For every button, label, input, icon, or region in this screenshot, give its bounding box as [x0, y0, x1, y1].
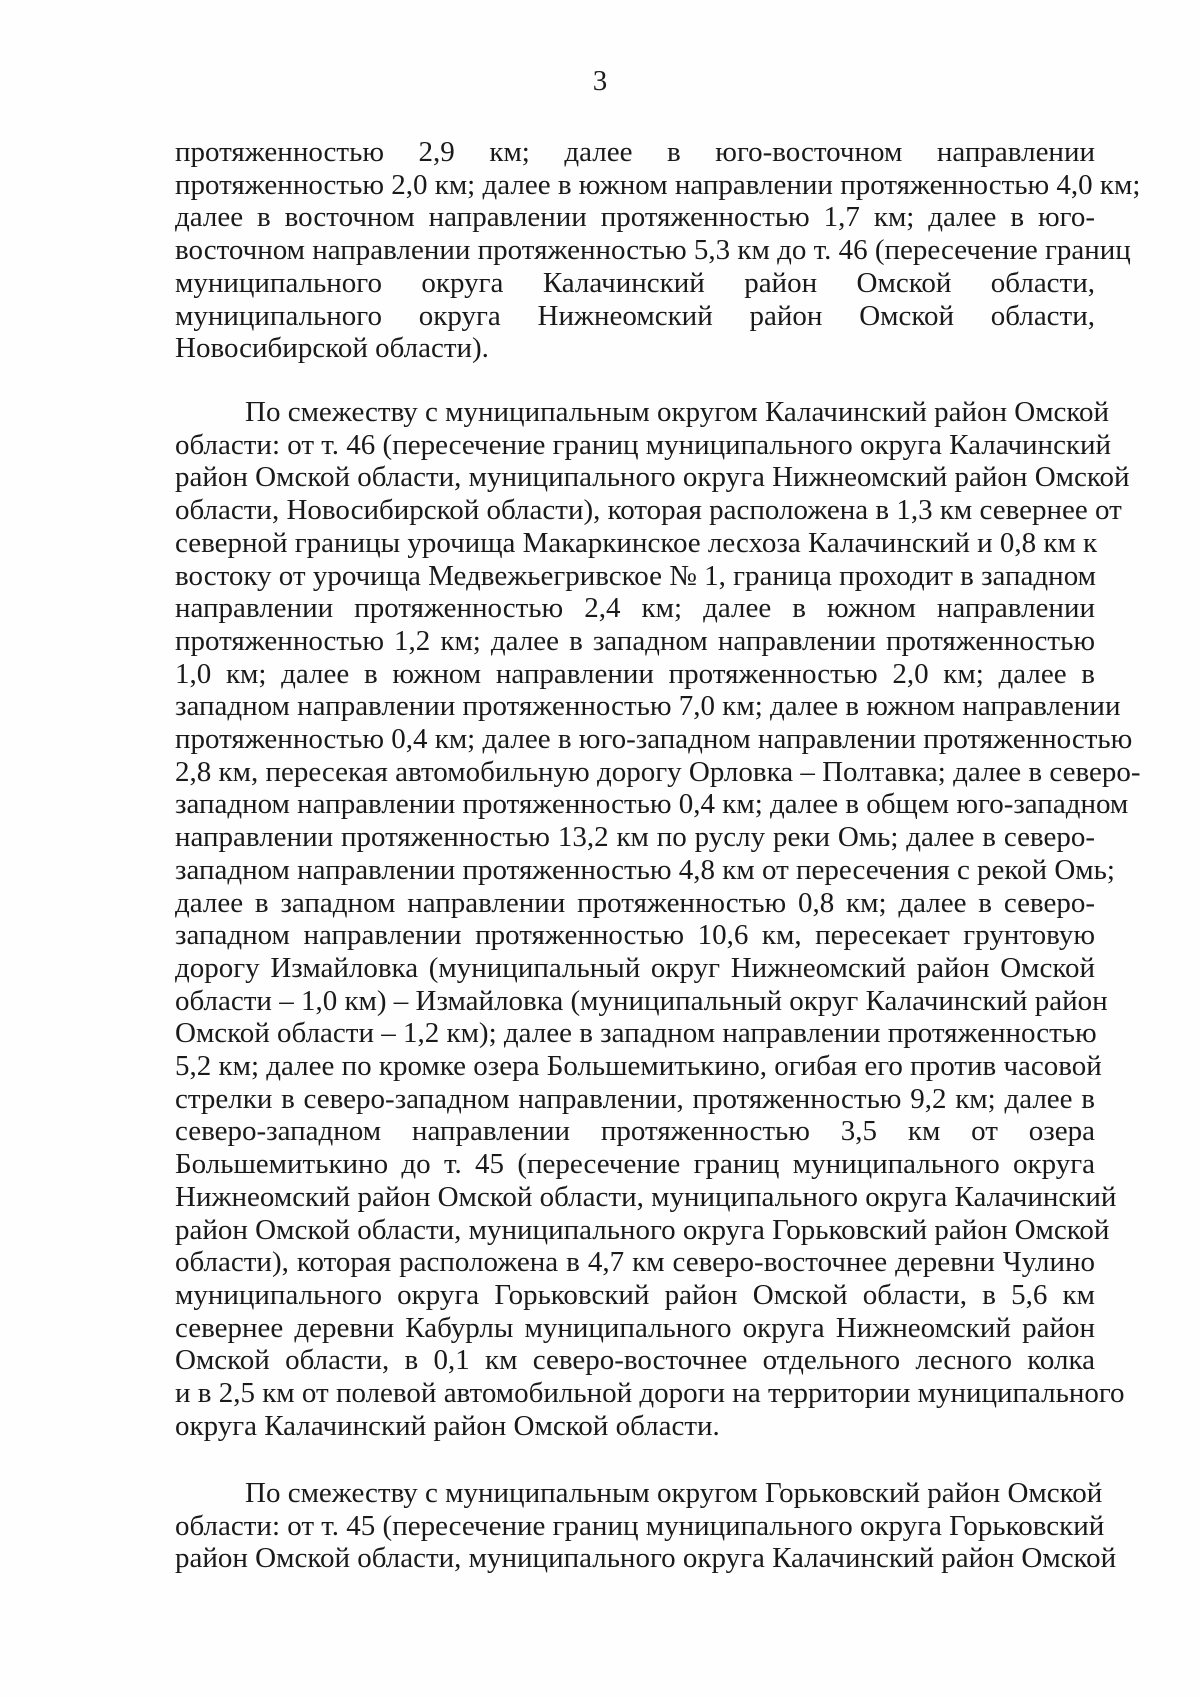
text-line: район Омской области, муниципального округа Нижнеомский район Омской [175, 461, 1130, 494]
paragraph-text [175, 1477, 1117, 1575]
text-line: 2,8 км, пересекая автомобильную дорогу Орловка – Полтавка; далее в северо- [175, 755, 1141, 788]
paragraph-text [175, 136, 1141, 365]
text-line: муниципального округа Нижнеомский район Омской области, [175, 299, 1095, 332]
text-line: области), которая расположена в 4,7 км северо-восточнее деревни Чулино [175, 1246, 1095, 1279]
text-line: По смежеству с муниципальным округом Горьковский район Омской [245, 1477, 1103, 1509]
text-line: протяженностью 2,9 км; далее в юго-восточном направлении [175, 136, 1095, 168]
text-line: западном направлении протяженностью 4,8 км от пересечения с рекой Омь; [175, 853, 1115, 886]
text-line: западном направлении протяженностью 10,6 км, пересекает грунтовую [175, 919, 1095, 952]
text-line: 1,0 км; далее в южном направлении протяженностью 2,0 км; далее в [175, 657, 1095, 690]
text-line: муниципального округа Калачинский район Омской области, [175, 266, 1095, 299]
text-line: Нижнеомский район Омской области, муниципального округа Калачинский [175, 1180, 1117, 1213]
text-line: Большемитькино до т. 45 (пересечение границ муниципального округа [175, 1148, 1095, 1181]
text-line: По смежеству с муниципальным округом Калачинский район Омской [245, 396, 1110, 428]
text-line: и в 2,5 км от полевой автомобильной дороги на территории муниципального [175, 1377, 1125, 1410]
text-line: далее в западном направлении протяженностью 0,8 км; далее в северо- [175, 886, 1095, 919]
text-line: западном направлении протяженностью 0,4 км; далее в общем юго-западном [175, 788, 1129, 821]
text-line: протяженностью 0,4 км; далее в юго-западном направлении протяженностью [175, 723, 1133, 756]
text-line: далее в восточном направлении протяженностью 1,7 км; далее в юго- [175, 201, 1095, 234]
text-line: протяженностью 1,2 км; далее в западном направлении протяженностью [175, 624, 1095, 657]
text-line: области: от т. 45 (пересечение границ муниципального округа Горьковский [175, 1509, 1105, 1542]
paragraph-gorkovsky [175, 1477, 1117, 1575]
paragraph-continuation [175, 136, 1141, 365]
text-line: Омской области – 1,2 км); далее в западном направлении протяженностью [175, 1017, 1097, 1050]
text-line: направлении протяженностью 2,4 км; далее в южном направлении [175, 592, 1095, 625]
text-line: направлении протяженностью 13,2 км по руслу реки Омь; далее в северо- [175, 821, 1095, 854]
text-line: Новосибирской области). [175, 332, 489, 365]
text-line: северо-западном направлении протяженностью 3,5 км от озера [175, 1115, 1095, 1148]
text-line: северной границы урочища Макаркинское лесхоза Калачинский и 0,8 км к [175, 526, 1098, 559]
text-line: области: от т. 46 (пересечение границ муниципального округа Калачинский [175, 428, 1112, 461]
text-line: район Омской области, муниципального округа Горьковский район Омской [175, 1213, 1110, 1246]
text-line: протяженностью 2,0 км; далее в южном направлении протяженностью 4,0 км; [175, 168, 1141, 201]
text-line: области – 1,0 км) – Измайловка (муниципальный округ Калачинский район [175, 984, 1108, 1017]
paragraph-kalachinsky [175, 396, 1141, 1443]
text-line: район Омской области, муниципального округа Калачинский район Омской [175, 1542, 1117, 1575]
text-line: 5,2 км; далее по кромке озера Большемитькино, огибая его против часовой [175, 1050, 1102, 1083]
page-number: 3 [592, 65, 608, 97]
text-line: округа Калачинский район Омской области. [175, 1409, 720, 1442]
text-line: севернее деревни Кабурлы муниципального округа Нижнеомский район [175, 1311, 1095, 1344]
text-line: Омской области, в 0,1 км северо-восточнее отдельного лесного колка [175, 1344, 1095, 1377]
text-line: восточном направлении протяженностью 5,3 км до т. 46 (пересечение границ [175, 234, 1131, 267]
text-line: стрелки в северо-западном направлении, протяженностью 9,2 км; далее в [175, 1082, 1095, 1115]
text-line: области, Новосибирской области), которая расположена в 1,3 км севернее от [175, 494, 1122, 527]
text-line: западном направлении протяженностью 7,0 км; далее в южном направлении [175, 690, 1121, 723]
paragraph-text [175, 396, 1141, 1443]
text-line: муниципального округа Горьковский район Омской области, в 5,6 км [175, 1278, 1095, 1311]
text-line: дорогу Измайловка (муниципальный округ Нижнеомский район Омской [175, 951, 1095, 984]
text-line: востоку от урочища Медвежьегривское № 1, граница проходит в западном [175, 559, 1097, 592]
